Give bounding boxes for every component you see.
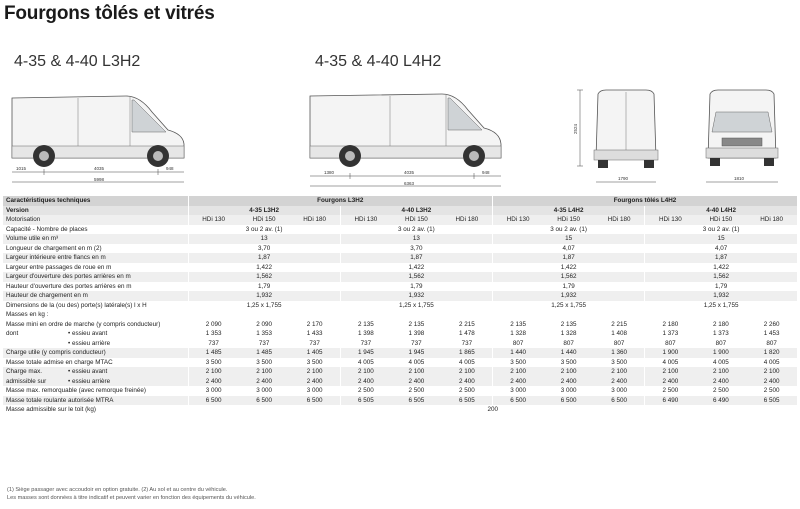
table-cell: 2 500: [746, 386, 797, 396]
row-label: Largeur d'ouverture des portes arrières en m: [3, 272, 188, 282]
mass-rows: [3, 320, 797, 406]
table-cell: 1,932: [188, 291, 340, 301]
van-side-view-l3h2: [8, 86, 188, 188]
table-cell: 1,87: [493, 253, 645, 263]
table-cell: 1,562: [340, 272, 492, 282]
engine-label: Motorisation: [3, 215, 188, 225]
table-cell: 1 820: [746, 348, 797, 358]
table-cell: 3 ou 2 av. (1): [493, 225, 645, 235]
table-row: [3, 358, 797, 368]
dim-l3-total: 5998: [94, 177, 105, 182]
row-label-sub: • essieu arrière: [68, 339, 111, 347]
table-cell: 6 500: [493, 396, 544, 406]
table-cell: 2 400: [340, 377, 391, 387]
row-label-sub: • essieu arrière: [68, 377, 111, 385]
table-cell: 1,562: [493, 272, 645, 282]
table-cell: 3 000: [493, 386, 544, 396]
table-cell: 2 260: [746, 320, 797, 330]
dim-width-rear: 1790: [618, 176, 629, 181]
engine-cell: HDi 180: [442, 215, 493, 225]
dim-l4-overhang-front: 948: [482, 170, 490, 175]
row-label: Masse mini en ordre de marche (y compris conducteur): [3, 320, 188, 330]
table-cell: 807: [746, 339, 797, 349]
table-cell: 4,07: [493, 244, 645, 254]
table-cell: 1 900: [645, 348, 696, 358]
table-cell: 1 453: [746, 329, 797, 339]
roof-load-row: [3, 405, 797, 415]
table-cell: 3 500: [239, 358, 290, 368]
van-rear-view: [570, 88, 670, 190]
table-cell: 1 398: [340, 329, 391, 339]
table-row: [3, 386, 797, 396]
table-cell: 2 215: [442, 320, 493, 330]
table-cell: 2 215: [594, 320, 645, 330]
table-cell: 4 005: [442, 358, 493, 368]
row-label: [3, 339, 188, 349]
table-row: [3, 272, 797, 282]
table-cell: 6 500: [594, 396, 645, 406]
header-group-l4h2: Fourgons tôlés L4H2: [493, 196, 798, 206]
table-cell: 2 500: [340, 386, 391, 396]
table-cell: 737: [188, 339, 239, 349]
table-cell: 3 500: [188, 358, 239, 368]
table-cell: 1,422: [340, 263, 492, 273]
table-cell: 807: [696, 339, 747, 349]
table-cell: 2 400: [493, 377, 544, 387]
dimension-rows: [3, 225, 797, 311]
table-cell: 1 485: [239, 348, 290, 358]
table-cell: 1,87: [188, 253, 340, 263]
table-cell: 1,422: [493, 263, 645, 273]
row-label: Charge utile (y compris conducteur): [3, 348, 188, 358]
table-cell: 6 490: [696, 396, 747, 406]
engine-cell: HDi 130: [493, 215, 544, 225]
table-cell: 2 180: [696, 320, 747, 330]
table-cell: 1 945: [391, 348, 442, 358]
row-label-main: [6, 339, 68, 349]
table-cell: 15: [645, 234, 797, 244]
header-group-l3h2: Fourgons L3H2: [188, 196, 493, 206]
engine-cell: HDi 150: [391, 215, 442, 225]
table-row: [3, 253, 797, 263]
table-cell: 1 398: [391, 329, 442, 339]
masses-header: Masses en kg :: [3, 310, 797, 320]
table-cell: 2 100: [746, 367, 797, 377]
table-cell: 3 500: [290, 358, 341, 368]
table-cell: 1,25 x 1,755: [645, 301, 797, 311]
dim-l4-total: 6363: [404, 181, 415, 186]
table-cell: 4,07: [645, 244, 797, 254]
table-cell: 2 100: [543, 367, 594, 377]
table-cell: 3 ou 2 av. (1): [645, 225, 797, 235]
table-cell: 807: [493, 339, 544, 349]
table-cell: 3,70: [188, 244, 340, 254]
table-cell: 737: [239, 339, 290, 349]
row-label: Hauteur de chargement en m: [3, 291, 188, 301]
table-cell: 3 000: [290, 386, 341, 396]
table-cell: 2 090: [188, 320, 239, 330]
model-title-l3h2: 4-35 & 4-40 L3H2: [14, 53, 141, 70]
row-label: Dimensions de la (ou des) porte(s) latérale(s) l x H: [3, 301, 188, 311]
table-cell: 3 ou 2 av. (1): [340, 225, 492, 235]
table-cell: 1,87: [340, 253, 492, 263]
table-cell: 1 373: [645, 329, 696, 339]
table-row: [3, 339, 797, 349]
engine-cell: HDi 180: [290, 215, 341, 225]
engine-cell: HDi 130: [188, 215, 239, 225]
table-cell: 1,25 x 1,755: [188, 301, 340, 311]
table-cell: 2 100: [442, 367, 493, 377]
dim-l3-wheelbase: 4035: [94, 166, 105, 171]
table-cell: 1,25 x 1,755: [493, 301, 645, 311]
table-cell: 1 433: [290, 329, 341, 339]
table-cell: 4 005: [340, 358, 391, 368]
table-cell: 2 400: [188, 377, 239, 387]
model-title-l4h2: 4-35 & 4-40 L4H2: [315, 53, 442, 70]
table-cell: 737: [340, 339, 391, 349]
row-label-main: admissible sur: [6, 377, 47, 385]
table-cell: 2 500: [645, 386, 696, 396]
roof-load-label: Masse admissible sur le toit (kg): [3, 405, 188, 415]
table-cell: 2 100: [290, 367, 341, 377]
table-cell: 1 328: [543, 329, 594, 339]
row-label-sub: • essieu avant: [68, 330, 108, 337]
row-label: [3, 367, 188, 377]
table-cell: 1,79: [188, 282, 340, 292]
table-cell: 1 328: [493, 329, 544, 339]
dim-l4-overhang-rear: 1380: [324, 170, 335, 175]
table-row: [3, 377, 797, 387]
table-cell: 2 100: [188, 367, 239, 377]
table-cell: 2 170: [290, 320, 341, 330]
dim-l3-overhang-front: 948: [166, 166, 174, 171]
table-cell: 3 ou 2 av. (1): [188, 225, 340, 235]
table-cell: 6 500: [543, 396, 594, 406]
row-label: Capacité - Nombre de places: [3, 225, 188, 235]
table-cell: 6 505: [340, 396, 391, 406]
row-label-sub: • essieu avant: [68, 368, 108, 375]
table-cell: 3 500: [493, 358, 544, 368]
table-cell: 4 005: [645, 358, 696, 368]
row-label: Largeur intérieure entre flancs en m: [3, 253, 188, 263]
table-cell: 1,79: [340, 282, 492, 292]
table-cell: 6 500: [239, 396, 290, 406]
table-row: [3, 367, 797, 377]
table-row: [3, 320, 797, 330]
dim-height: 2524: [573, 123, 578, 134]
engine-cell: HDi 180: [746, 215, 797, 225]
table-cell: 3 000: [188, 386, 239, 396]
table-cell: 2 500: [391, 386, 442, 396]
table-cell: 1,932: [645, 291, 797, 301]
table-cell: 2 400: [290, 377, 341, 387]
table-cell: 2 100: [493, 367, 544, 377]
table-row: [3, 244, 797, 254]
table-cell: 2 135: [391, 320, 442, 330]
table-cell: 2 400: [746, 377, 797, 387]
table-cell: 2 100: [239, 367, 290, 377]
version-cell: 4-40 L3H2: [340, 206, 492, 216]
roof-load-value: 200: [188, 405, 797, 415]
table-cell: 3 000: [594, 386, 645, 396]
table-cell: 2 135: [340, 320, 391, 330]
table-row: [3, 291, 797, 301]
version-row: [3, 206, 797, 216]
version-cell: 4-35 L3H2: [188, 206, 340, 216]
dim-width-front: 1810: [734, 176, 745, 181]
table-cell: 2 180: [645, 320, 696, 330]
dim-l4-wheelbase: 4035: [404, 170, 415, 175]
table-cell: 2 400: [239, 377, 290, 387]
table-cell: 1 353: [239, 329, 290, 339]
table-row: [3, 348, 797, 358]
table-cell: 1 408: [594, 329, 645, 339]
row-label: [3, 377, 188, 387]
table-cell: 4 005: [391, 358, 442, 368]
table-row: [3, 301, 797, 311]
footnote-line: (1) Siège passager avec accoudoir en option gratuite. (2) Au sol et au centre du véhicule.: [7, 487, 228, 493]
van-front-view: [692, 88, 792, 190]
table-cell: 1,25 x 1,755: [340, 301, 492, 311]
row-label: Masse totale admise en charge MTAC: [3, 358, 188, 368]
table-cell: 2 100: [696, 367, 747, 377]
row-label: Largeur entre passages de roue en m: [3, 263, 188, 273]
table-cell: 6 505: [746, 396, 797, 406]
table-cell: 3 000: [543, 386, 594, 396]
engine-cell: HDi 130: [340, 215, 391, 225]
engine-cell: HDi 150: [239, 215, 290, 225]
table-cell: 2 400: [391, 377, 442, 387]
table-cell: 2 400: [543, 377, 594, 387]
table-cell: 737: [391, 339, 442, 349]
engine-cell: HDi 150: [543, 215, 594, 225]
table-cell: 1,79: [493, 282, 645, 292]
masses-header-row: [3, 310, 797, 320]
table-cell: 1,87: [645, 253, 797, 263]
table-cell: 2 135: [543, 320, 594, 330]
table-cell: 737: [290, 339, 341, 349]
table-cell: 2 100: [340, 367, 391, 377]
table-cell: 1,79: [645, 282, 797, 292]
table-cell: 1 373: [696, 329, 747, 339]
table-cell: 2 100: [594, 367, 645, 377]
table-cell: 3 000: [239, 386, 290, 396]
version-label: Version: [3, 206, 188, 216]
table-cell: 2 100: [645, 367, 696, 377]
table-cell: 737: [442, 339, 493, 349]
row-label: [3, 329, 188, 339]
table-cell: 13: [340, 234, 492, 244]
table-row: [3, 329, 797, 339]
table-cell: 2 500: [442, 386, 493, 396]
table-cell: 15: [493, 234, 645, 244]
row-label: Hauteur d'ouverture des portes arrières en m: [3, 282, 188, 292]
footnotes: [7, 486, 256, 502]
table-cell: 1,562: [645, 272, 797, 282]
engine-cell: HDi 180: [594, 215, 645, 225]
specs-table: [3, 196, 797, 415]
table-cell: 1 353: [188, 329, 239, 339]
table-cell: 2 090: [239, 320, 290, 330]
table-row: [3, 263, 797, 273]
table-cell: 1 478: [442, 329, 493, 339]
table-cell: 2 400: [696, 377, 747, 387]
table-row: [3, 396, 797, 406]
row-label: Longueur de chargement en m (2): [3, 244, 188, 254]
van-side-view-l4h2: [306, 86, 506, 188]
table-cell: 6 505: [391, 396, 442, 406]
table-cell: 6 505: [442, 396, 493, 406]
table-cell: 1,422: [645, 263, 797, 273]
table-cell: 2 500: [696, 386, 747, 396]
table-cell: 1 440: [493, 348, 544, 358]
table-row: [3, 225, 797, 235]
table-cell: 4 005: [746, 358, 797, 368]
table-cell: 2 100: [391, 367, 442, 377]
table-row: [3, 282, 797, 292]
page-title: Fourgons tôlés et vitrés: [4, 3, 215, 24]
engine-row: [3, 215, 797, 225]
row-label: Masse max. remorquable (avec remorque freinée): [3, 386, 188, 396]
table-cell: 1 485: [188, 348, 239, 358]
row-label-main: Charge max.: [6, 368, 43, 375]
table-cell: 1,422: [188, 263, 340, 273]
table-cell: 3 500: [543, 358, 594, 368]
table-cell: 1 440: [543, 348, 594, 358]
version-cell: 4-35 L4H2: [493, 206, 645, 216]
table-cell: 1,932: [493, 291, 645, 301]
table-cell: 1 360: [594, 348, 645, 358]
table-cell: 807: [594, 339, 645, 349]
table-cell: 4 005: [696, 358, 747, 368]
dim-l3-overhang-rear: 1015: [16, 166, 27, 171]
version-cell: 4-40 L4H2: [645, 206, 797, 216]
table-cell: 1 945: [340, 348, 391, 358]
table-cell: 6 500: [290, 396, 341, 406]
engine-cell: HDi 150: [696, 215, 747, 225]
row-label: Masse totale roulante autorisée MTRA: [3, 396, 188, 406]
table-cell: 3,70: [340, 244, 492, 254]
table-cell: 1 900: [696, 348, 747, 358]
table-cell: 1,562: [188, 272, 340, 282]
engine-cell: HDi 130: [645, 215, 696, 225]
table-cell: 13: [188, 234, 340, 244]
table-cell: 1,932: [340, 291, 492, 301]
table-cell: 807: [543, 339, 594, 349]
row-label: Volume utile en m³: [3, 234, 188, 244]
table-header-row: [3, 196, 797, 206]
table-cell: 2 400: [442, 377, 493, 387]
table-cell: 6 500: [188, 396, 239, 406]
row-label-main: dont: [6, 330, 19, 337]
table-cell: 1 865: [442, 348, 493, 358]
table-cell: 2 400: [594, 377, 645, 387]
footnote-line: Les masses sont données à titre indicatif et peuvent varier en fonction des équipements du véhicule.: [7, 495, 256, 501]
header-characteristics: Caractéristiques techniques: [3, 196, 188, 206]
table-cell: 2 400: [645, 377, 696, 387]
table-cell: 807: [645, 339, 696, 349]
table-cell: 6 490: [645, 396, 696, 406]
table-row: [3, 234, 797, 244]
table-cell: 3 500: [594, 358, 645, 368]
table-cell: 2 135: [493, 320, 544, 330]
table-cell: 1 405: [290, 348, 341, 358]
